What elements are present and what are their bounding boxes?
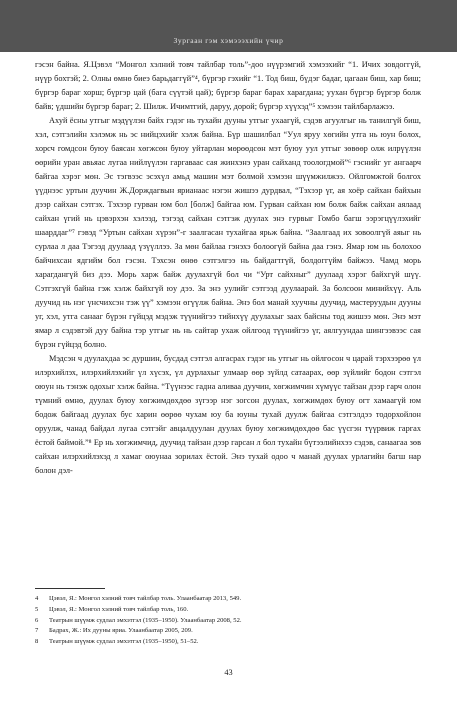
footnote-text: Бадрах, Ж.: Их дууны яриа. Улаанбаатар 2005, 209. — [49, 627, 193, 635]
footnote-number: 6 — [35, 616, 39, 624]
footnotes — [35, 594, 421, 648]
footnote-number: 5 — [35, 605, 39, 613]
running-head: Зургаан гэм хэмэээхийн үчир — [173, 36, 284, 45]
footnote-number: 8 — [35, 638, 39, 646]
main-text — [35, 58, 421, 478]
footnote-text: Цэвэл, Я.: Монгол хэлний товч тайлбар толь, 160. — [49, 605, 189, 613]
footnote — [35, 605, 421, 616]
footnote — [35, 626, 421, 637]
footnote — [35, 616, 421, 627]
paragraph-1: гэсэн байна. Я.Цэвэл “Монгол хэлний товч тайлбар толь”-доо нүүрэмгий хэмээхийг “1. Ичих зовдоггүй, нүүр бохтэй; 2. Олны өмнө биеэ барьдаггүй”⁴, бүргэр гэхийг “1. Тод биш, бүдэг бадаг, цагаан биш, хар биш; бүргэр бараг хорш; бүргэр цай (бага сүүтэй цай); бүргэр бараг барах харагдана; уухан бүргэр бүргэр болж байв; үдшийн бүргэр бараг; 2. Шилж. Ичимтгий, даруу, дорой; бүргэр хүүхэд”⁵ хэмээн тайлбарлажээ. — [35, 60, 421, 112]
footnote — [35, 637, 421, 648]
footnote — [35, 594, 421, 605]
paragraph-2: Ахуй ёсны утгыг мэдүүлэн байх гэдэг нь тухайн дууны утгыг ухаагүй, сэдэв агуулгыг нь танилгүй биш, хэл, сэтгэлийн хэлэмж нь эс нийцэхийг хэлж байна. Бүр шашилбал “Уул яруу хөгийн утга нь юун болох, хорсч гомдсон буюу баясан хөгжсөн буюу уйтарлан мөрөөдсөн мэт буюу уул утгыг зөвөөр олж илрүүлэн өөрийн уран авьяас лугаа нийлүүлэн гаргаваас сая жинхэнэ уран сайханд тоологдмой”⁶ гэснийг уг ангаарч байгаа хэрэг мөн. Эс тэгвээс эсэхүл амьд машин мэт болмой хэмээн шүүмжилжээ. Ойлгомжтой болгох үүднээс уртын дуучин Ж.Дорждагвын ярианаас нэгэн жишээ дурдвал, “Тэхээр үг, ая хоёр сайхан байхын дээр сайхан сэтгэх. Тэхээр гурван юм бол [болж] байгаа юм. Гурван сайхан юм болж байж сайхан аялаад сайхан үгий нь цэвэрхэн хэлээд, тэгээд сайхан сэтгэж дуулах энэ гурвыг Гомбо багш ээрэгцүүлэхийг шаарддаг”⁷ гэвэд “Уртын сайхан хүрэн”-г заалгасан тухайгаа ярьж байна. “Заалгаад их зовоолгүй аяыг нь сурлаа л даа Тэгээд дуулаад үзүүллээ. За мөн байлаа гэнэхэ болоогүй байна даа гэнэ. Ямар юм нь болохоо байчихсан ядгийм бол гэсэн. Тэхсэн өнөө сэтгэлгээ нь байдагтгүй, болдоггүйм байжээ. Чамд морь харагдангүй биз дээ. Морь харж байж дуулахгүй бол чи “Урт сайхныг” дуулаад хэрэг байхгүй шүү. Сэтгэхгүй байна гэж хэлж байхгүй юу дээ. За энэ уулийг сэтгээд дуулаарай. За болсоон минийхүү. Аль дуучид нь нэг үнсчихсэн тэж үү” хэмээн өгүүлж байна. Энэ бол манай хуучны дуучид, мастеруудын дууны уг, хэл, утга санааг бүрэн гүйцэд мэдэж түүнийгээ тийнхүү дуулахыг заах байсны тод жишээ мөн. Энэ мэт ямар л сэдэвтэй дуу байна тэр утгыг нь нь сайтар ухаж ойлгоод түүнийгээ үг, аялгуундаа шингээвээс сая бүрэн гүйцэд болно. — [35, 116, 421, 350]
footnote-text: Театрын шүүмж судлал эмхэтгэл (1935–1950), 51–52. — [49, 638, 199, 646]
paragraph-3: Мэдсэн ч дуулахдаа эс дуршин, бусдад сэтгэл алгасрах гэдэг нь утгыг нь ойлгосон ч царай тэрхээрөө үл илэрхийлэх, илэрхийлэхийг үл хүсэх, үл дурлахыг улмаар өөр зүйлд сатаарах, өөр зүйлийг бодон сэтгэл оюун нь тэнэж одохыг хэлж байна. “Түүнээс гадна аливаа дуучин, хөгжимчин хүмүүс тайзан дээр гарч олон түмний өмнө, дуулах буюу хөгжимдөхдөө зүгээр нэг зогсон дуулах, хөгжимдөх буюу огт хамаагүй юм бодож байгаад дуулах бус харин өөрөө чухам юу ба юуны тухай дуулж байгаа сэтгэлдээ тодорхойлон оруулж, чанад байдал лугаа сэтгэйг авцалдуулан дуулах буюу хөгжимдөхдөө бас үүсгэн түүрвиж гаргах ёстой баймой.”⁸ Ер нь хөгжимчид, дуучид тайзан дээр гарсан л бол тухайн бүтээлийнхээ сэдэв, санаагаа зөв сайхан илэрхийлэхэд л хамаг оюунаа зорилах ёстой. Энэ тухай одоо ч манай дуулах урлагийн багш нар болон дэл- — [35, 354, 421, 476]
footnote-text: Цэвэл, Я.: Монгол хэлний товч тайлбар толь. Улаанбаатар 2013, 549. — [49, 595, 242, 602]
footnote-number: 4 — [35, 595, 39, 602]
footnote-rule — [35, 588, 105, 589]
footnote-text: Театрын шүүмж судлал эмхэтгэл (1935–1950). Улаанбаатар 2008, 52. — [49, 616, 242, 624]
page-number: 43 — [224, 668, 233, 677]
footnote-number: 7 — [35, 627, 39, 635]
